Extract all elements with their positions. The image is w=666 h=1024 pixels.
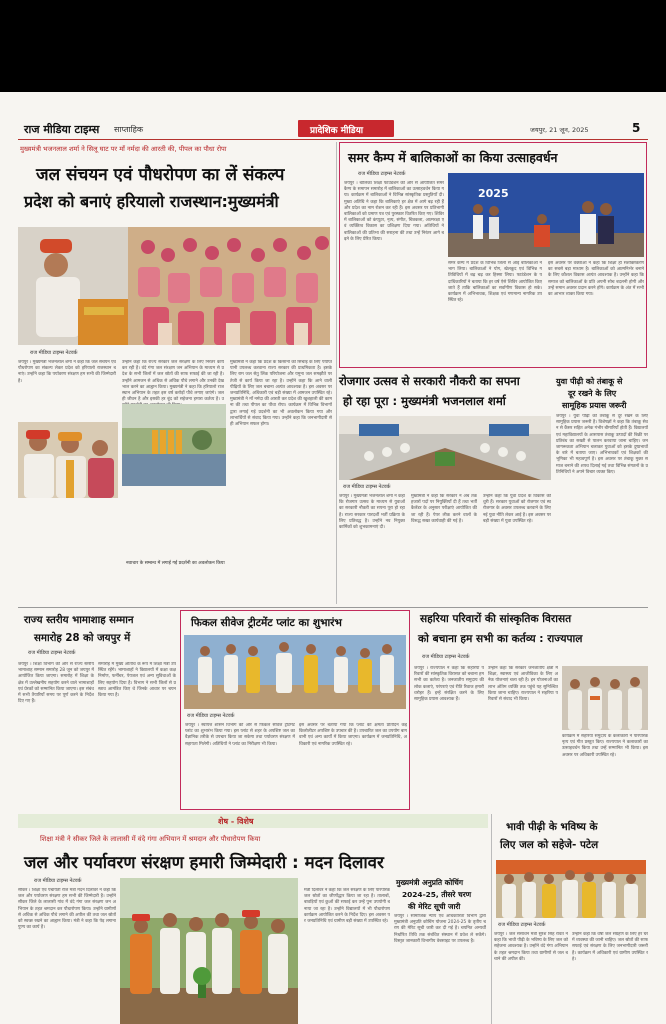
story-summer-camp <box>339 142 647 368</box>
story3-photo <box>339 416 551 480</box>
page-number: 5 <box>632 121 641 135</box>
frequency: साप्ताहिक <box>114 125 144 134</box>
paper-name: राज मीडिया टाइम्स <box>24 123 100 136</box>
story5-body-col1: जयपुर । शिक्षा विभाग की ओर से राज्य स्तरीय भामाशाह सम्मान समारोह 28 जून को जयपुर में आयोजित किया जाएगा। समारोह में शिक्षा के क्षेत्र में उल्लेखनीय सहयोग करने वाले भामाशाहों एवं प्रेरकों को सम्मानित किया जाएगा। इस संबंध में सभी तैयारियाँ समय पर पूर्ण करने के निर्देश दिए गए हैं। <box>18 662 94 705</box>
story1-body-col1: जयपुर । मुख्यमंत्री भजनलाल शर्मा ने कहा कि जल संचयन एवं पौधरोपण का संकल्प लेकर प्रदेश को हरियालो राजस्थान बनाएं। उन्होंने कहा कि पर्यावरण संरक्षण हम सभी की जिम्मेदारी है। <box>18 360 116 384</box>
story8-headline-line1: भावी पीढ़ी के भविष्य के <box>506 821 598 833</box>
story2-body-col2: समर कैम्प में प्रदेश के विभिन्न जिलों से आई बालिकाओं ने भाग लिया। बालिकाओं ने योग, खेलकूद एवं विभिन्न गतिविधियों में बढ़ चढ़ कर हिस्सा लिया। फाउंडेशन के पदाधिकारियों ने बताया कि हर वर्ष ऐसे शिविर आयोजित किए जाते हैं ताकि बालिकाओं का सर्वांगीण विकास हो सके। कार्यक्रम में अभिभावक, शिक्षक एवं गणमान्य नागरिक उपस्थित रहे। <box>448 261 542 304</box>
story4-body: जयपुर । युवा पीढ़ी को तंबाकू से दूर रखने के लिए सामूहिक प्रयास जरूरी है। विशेषज्ञों ने कहा कि तंबाकू सेवन से कैंसर सहित अनेक गंभीर बीमारियाँ होती हैं। विद्यालयों एवं महाविद्यालयों के आसपास तंबाकू उत्पादों की बिक्री पर प्रतिबंध का सख्ती से पालन करवाया जाना चाहिए। जन जागरूकता अभियान चलाकर युवाओं को इसके दुष्प्रभावों के बारे में बताया जाए। अभिभावकों एवं शिक्षकों की भूमिका भी महत्वपूर्ण है। इस अवसर पर तंबाकू मुक्त समाज बनाने की शपथ दिलाई गई तथा विभिन्न संगठनों के प्रतिनिधियों ने अपने विचार व्यक्त किए। <box>556 414 648 475</box>
divider-vertical-special <box>491 814 492 1024</box>
exhibition-photo-illustration <box>122 404 226 486</box>
story-sahariya <box>414 610 648 810</box>
story1-small-photo <box>18 422 118 498</box>
rally-photo-illustration <box>18 227 330 345</box>
story7-byline: राज मीडिया टाइम्स नेटवर्क <box>422 654 470 660</box>
place-date: जयपुर, 21 जून, 2025 <box>530 126 589 134</box>
story2-photo <box>448 173 644 257</box>
story7-photo <box>562 666 648 730</box>
story3-byline: राज मीडिया टाइम्स नेटवर्क <box>343 484 391 490</box>
special-side-heading-line2: 2024-25, तीसरे चरण <box>402 890 472 899</box>
story6-photo <box>184 635 406 709</box>
special-body-col1: सीकर । शिक्षा एवं पंचायती राज मंत्री मदन दिलावर ने कहा कि जल और पर्यावरण संरक्षण हम सभी की जिम्मेदारी है। उन्होंने सीकर जिले के लालासी गांव में वंदे गंगा जल संरक्षण जन अभियान के तहत श्रमदान कर पौधारोपण किया। उन्होंने ग्रामीणों से अधिक से अधिक पौधे लगाने की अपील की तथा जल स्रोतों को स्वच्छ रखने का आह्वान किया। मंत्री ने कहा कि पेड़ लगाना पुण्य का कार्य है। <box>18 888 116 931</box>
story6-byline: राज मीडिया टाइम्स नेटवर्क <box>187 713 235 719</box>
story2-headline: समर कैम्प में बालिकाओं का किया उत्साहवर्धन <box>348 150 558 165</box>
inauguration-photo-illustration <box>184 635 406 709</box>
story1-main-photo <box>18 227 330 345</box>
story2-photo-banner: 2025 <box>478 187 509 200</box>
special-section <box>18 814 488 1024</box>
summer-camp-photo-illustration <box>448 173 644 257</box>
story4-headline-line2: दूर रखने के लिए <box>568 389 617 398</box>
story6-body-col2: इस अवसर पर बताया गया कि प्लांट की क्षमता प्रतिदिन कई किलोलीटर अपशिष्ट के उपचार की है। उपचारित जल का उपयोग बागवानी एवं अन्य कार्यों में किया जाएगा। कार्यक्रम में जनप्रतिनिधि, अधिकारी एवं नागरिक उपस्थित रहे। <box>299 723 407 747</box>
story3-body-col1: जयपुर । मुख्यमंत्री भजनलाल शर्मा ने कहा कि रोजगार उत्सव के माध्यम से युवाओं का सरकारी नौकरी का सपना पूरा हो रहा है। राज्य सरकार पारदर्शी भर्ती प्रक्रिया के लिए प्रतिबद्ध है। उन्होंने नव नियुक्त कार्मिकों को शुभकामनाएं दी। <box>339 494 405 531</box>
story3-headline-line2: हो रहा पूरा : मुख्यमंत्री भजनलाल शर्मा <box>343 394 506 408</box>
story5-headline-line1: राज्य स्तरीय भामाशाह सम्मान <box>24 615 134 626</box>
special-kicker: शिक्षा मंत्री ने सीकर जिले के लालासी में वंदे गंगा अभियान में श्रमदान और पौधारोपण किया <box>40 835 261 843</box>
special-section-label: शेष - विशेष <box>218 817 254 826</box>
newspaper-page <box>0 92 666 1024</box>
special-body-col2: मंत्री दिलावर ने कहा कि जल संरक्षण के लिए पारंपरिक जल स्रोतों का जीर्णोद्धार किया जा रहा है। तालाबों, बावड़ियों एवं कुओं की सफाई कर उन्हें पुनः उपयोगी बनाया जा रहा है। उन्होंने विद्यालयों में भी पौधारोपण कार्यक्रम आयोजित करने के निर्देश दिए। इस अवसर पर जनप्रतिनिधि एवं ग्रामीण बड़ी संख्या में उपस्थित रहे। <box>304 888 390 925</box>
story2-byline: राज मीडिया टाइम्स नेटवर्क <box>358 171 406 177</box>
story1-body-col3: मुख्यमंत्री ने कहा कि प्रदेश के किसानों को सिंचाई के लिए पर्याप्त पानी उपलब्ध करवाना राज्य सरकार की प्राथमिकता है। इसके लिए राम जल सेतु लिंक परियोजना और यमुना जल समझौते पर तेजी से कार्य किया जा रहा है। उन्होंने कहा कि आने वाली पीढ़ियों के लिए जल बचाना अत्यंत आवश्यक है। इस अवसर पर जनप्रतिनिधि, अधिकारी एवं बड़ी संख्या में आमजन उपस्थित रहे। मुख्यमंत्री ने माँ नर्मदा की आरती कर प्रदेश की खुशहाली की कामना की तथा पीपल का पौधा रोपा। कार्यक्रम में विभिन्न विभागों द्वारा लगाई गई प्रदर्शनी का भी अवलोकन किया गया और लाभार्थियों से संवाद किया गया। उन्होंने कहा कि जनभागीदारी से ही अभियान सफल होगा। <box>230 360 332 428</box>
story5-byline: राज मीडिया टाइम्स नेटवर्क <box>28 650 76 656</box>
story8-body-col1: जयपुर । जल संसाधन मंत्री सुरेश सिंह रावत ने कहा कि भावी पीढ़ी के भविष्य के लिए जल को सहेजना आवश्यक है। उन्होंने वंदे गंगा अभियान के तहत श्रमदान किया तथा ग्रामीणों से जल बचाने की अपील की। <box>494 932 568 962</box>
governor-photo-illustration <box>562 666 648 730</box>
masthead-rule <box>18 139 648 140</box>
story2-body-col3: इस अवसर पर वक्ताओं ने कहा कि शिक्षा ही सशक्तिकरण का सबसे बड़ा माध्यम है। बालिकाओं को आत्मनिर्भर बनाने के लिए कौशल विकास अत्यंत आवश्यक है। उन्होंने कहा कि समाज को बालिकाओं के प्रति अपनी सोच बदलनी होगी और उन्हें समान अवसर प्रदान करने होंगे। कार्यक्रम के अंत में सभी का आभार व्यक्त किया गया। <box>548 261 644 298</box>
story1-headline-line1: जल संचयन एवं पौधरोपण का लें संकल्प <box>36 165 285 185</box>
story2-body-col1: जयपुर । बालिका शिक्षा फाउंडेशन की ओर से आयोजित समर कैम्प के समापन समारोह में बालिकाओं का उत्साहवर्धन किया गया। कार्यक्रम में बालिकाओं ने विभिन्न सांस्कृतिक प्रस्तुतियाँ दी। मुख्य अतिथि ने कहा कि बालिकाएं हर क्षेत्र में आगे बढ़ रही हैं और प्रदेश का नाम रोशन कर रही हैं। इस अवसर पर प्रतिभागी बालिकाओं को प्रमाण पत्र एवं पुरस्कार वितरित किए गए। शिविर में बालिकाओं को कंप्यूटर, नृत्य, संगीत, चित्रकला, आत्मरक्षा एवं व्यक्तित्व विकास का प्रशिक्षण दिया गया। अतिथियों ने बालिकाओं की प्रतिभा की सराहना की तथा उन्हें निरंतर आगे बढ़ने के लिए प्रेरित किया। <box>344 181 444 242</box>
story8-byline: राज मीडिया टाइम्स नेटवर्क <box>498 922 546 928</box>
story-fsstp <box>180 610 410 810</box>
story7-body-col1: जयपुर । राज्यपाल ने कहा कि सहरिया परिवारों की सांस्कृतिक विरासत को बचाना हम सभी का कर्तव्य है। जनजातीय समुदाय की लोक कलाएं, परंपराएं एवं रीति रिवाज हमारी धरोहर हैं। इन्हें संरक्षित करने के लिए सामूहिक प्रयास आवश्यक हैं। <box>414 666 484 703</box>
story4-headline-line3: सामूहिक प्रयास जरूरी <box>562 401 627 410</box>
story5-body-col2: समारोह में मुख्य अतिथि के रूप में शिक्षा मंत्री उपस्थित रहेंगे। भामाशाहों ने विद्यालयों में कक्षा कक्ष निर्माण, फर्नीचर, पेयजल एवं अन्य सुविधाओं के लिए सहयोग दिया है। विभाग ने सभी जिलों से प्रस्ताव आमंत्रित किए थे जिनके आधार पर चयन किया गया है। <box>98 662 176 699</box>
story7-headline-line1: सहरिया परिवारों की सांस्कृतिक विरासत <box>420 613 572 625</box>
story7-headline-line2: को बचाना हम सभी का कर्तव्य : राज्यपाल <box>418 633 583 645</box>
patel-photo-illustration <box>496 860 646 918</box>
story-tobacco <box>556 374 648 604</box>
story4-headline-line1: युवा पीढ़ी को तंबाकू से <box>556 377 623 386</box>
story8-headline-line2: लिए जल को सहेजे- पटेल <box>500 839 599 851</box>
story1-footer-note: नवाचार के सम्बन्ध में लगाई गई प्रदर्शनी का अवलोकन किया <box>126 561 225 566</box>
special-label-bar <box>18 814 488 828</box>
story7-body-col3: कार्यक्रम में सहरिया समुदाय के कलाकारों ने पारंपरिक नृत्य एवं गीत प्रस्तुत किए। राज्यपाल ने कलाकारों का उत्साहवर्धन किया तथा उन्हें सम्मानित भी किया। इस अवसर पर अधिकारी उपस्थित रहे। <box>562 734 648 758</box>
special-side-heading-line1: मुख्यमंत्री अनुप्रति कोचिंग <box>396 878 464 887</box>
section-tab <box>298 120 394 137</box>
story-rozgar-utsav <box>339 372 551 604</box>
meeting-photo-illustration <box>339 416 551 480</box>
story3-body-col2: मुख्यमंत्री ने कहा कि सरकार ने अब तक हजारों पदों पर नियुक्तियाँ दी हैं तथा भर्ती कैलेंडर के अनुसार परीक्षाएं आयोजित की जा रही हैं। पेपर लीक करने वालों के विरुद्ध सख्त कार्यवाही की गई है। <box>411 494 477 524</box>
divider-vertical-main <box>336 142 337 604</box>
story6-headline: फिकल सीवेज ट्रीटमेंट प्लांट का शुभारंभ <box>191 617 342 629</box>
masthead <box>18 120 648 138</box>
story1-headline-line2: प्रदेश को बनाएं हरियालो राजस्थान:मुख्यमंत्री <box>24 192 279 211</box>
story5-headline-line2: समारोह 28 को जयपुर में <box>34 633 131 644</box>
special-byline: राज मीडिया टाइम्स नेटवर्क <box>34 878 82 884</box>
story3-headline-line1: रोजगार उत्सव से सरकारी नौकरी का सपना <box>339 374 520 388</box>
story1-byline: राज मीडिया टाइम्स नेटवर्क <box>30 350 78 356</box>
story-save-water-patel <box>494 820 648 1024</box>
story8-body-col2: उन्होंने कहा कि वर्षा जल संग्रहण के लिए हर घर में व्यवस्था की जानी चाहिए। जल स्रोतों की साफ सफाई एवं संरक्षण के लिए जनभागीदारी जरूरी है। कार्यक्रम में अधिकारी एवं ग्रामीण उपस्थित रहे। <box>572 932 648 962</box>
mid-rule <box>18 607 648 608</box>
special-photo <box>120 878 298 1024</box>
section-tab-label: प्रादेशिक मीडिया <box>310 126 364 136</box>
story7-body-col2: उन्होंने कहा कि सरकार जनजातीय क्षेत्रों में शिक्षा, स्वास्थ्य एवं आजीविका के लिए अनेक योजनाएं चला रही है। इन योजनाओं का लाभ अंतिम व्यक्ति तक पहुंचे यह सुनिश्चित किया जाना चाहिए। राज्यपाल ने सहरिया परिवारों से संवाद भी किया। <box>488 666 558 703</box>
story3-body-col3: उन्होंने कहा कि युवा प्रदेश के विकास की धुरी हैं। सरकार युवाओं को रोजगार एवं स्वरोजगार के अवसर उपलब्ध करवाने के लिए नई युवा नीति लेकर आई है। इस अवसर पर बड़ी संख्या में युवा उपस्थित रहे। <box>483 494 551 524</box>
story6-body-col1: जयपुर । स्वायत्त शासन विभाग की ओर से फिकल सीवेज ट्रीटमेंट प्लांट का शुभारंभ किया गया। इस प्लांट से शहर के अपशिष्ट जल का वैज्ञानिक तरीके से उपचार किया जा सकेगा तथा पर्यावरण संरक्षण में सहायता मिलेगी। अतिथियों ने प्लांट का निरीक्षण भी किया। <box>185 723 295 747</box>
ceremony-photo-illustration <box>18 422 118 498</box>
planting-photo-illustration <box>120 878 298 1024</box>
story-bhamashah <box>18 610 176 808</box>
story1-kicker: मुख्यमंत्री भजनलाल शर्मा ने सिलू घाट पर माँ नर्मदा की आरती की, पीपल का पौधा रोपा <box>20 145 227 153</box>
story8-photo <box>496 860 646 918</box>
special-headline: जल और पर्यावरण संरक्षण हमारी जिम्मेदारी : मदन दिलावर <box>24 852 384 872</box>
special-side-heading-line3: की मेरिट सूची जारी <box>408 902 461 911</box>
special-side-body: जयपुर । सामाजिक न्याय एवं अधिकारिता विभाग द्वारा मुख्यमंत्री अनुप्रति कोचिंग योजना 2024-25 के तृतीय चरण की मेरिट सूची जारी कर दी गई है। चयनित अभ्यर्थी निर्धारित तिथि तक संबंधित संस्थान में प्रवेश ले सकेंगे। विस्तृत जानकारी विभागीय वेबसाइट पर उपलब्ध है। <box>394 914 486 944</box>
story1-body-col2: उन्होंने कहा कि राज्य सरकार जल संरक्षण के लिए निरंतर कार्य कर रही है। वंदे गंगा जल संरक्षण जन अभियान के माध्यम से प्रदेश के सभी जिलों में जल स्रोतों की साफ सफाई की जा रही है। उन्होंने आमजन से अधिक से अधिक पौधे लगाने और उनकी देखभाल करने का आह्वान किया। मुख्यमंत्री ने कहा कि हरियालो राजस्थान अभियान के तहत इस वर्ष करोड़ों पौधे लगाए जाएंगे। जल ही जीवन है और इसकी हर बूंद को सहेजना हमारा कर्तव्य है। उ <box>122 360 224 403</box>
story-cm-water-conservation <box>18 142 333 566</box>
story1-exhibition-photo <box>122 404 226 486</box>
